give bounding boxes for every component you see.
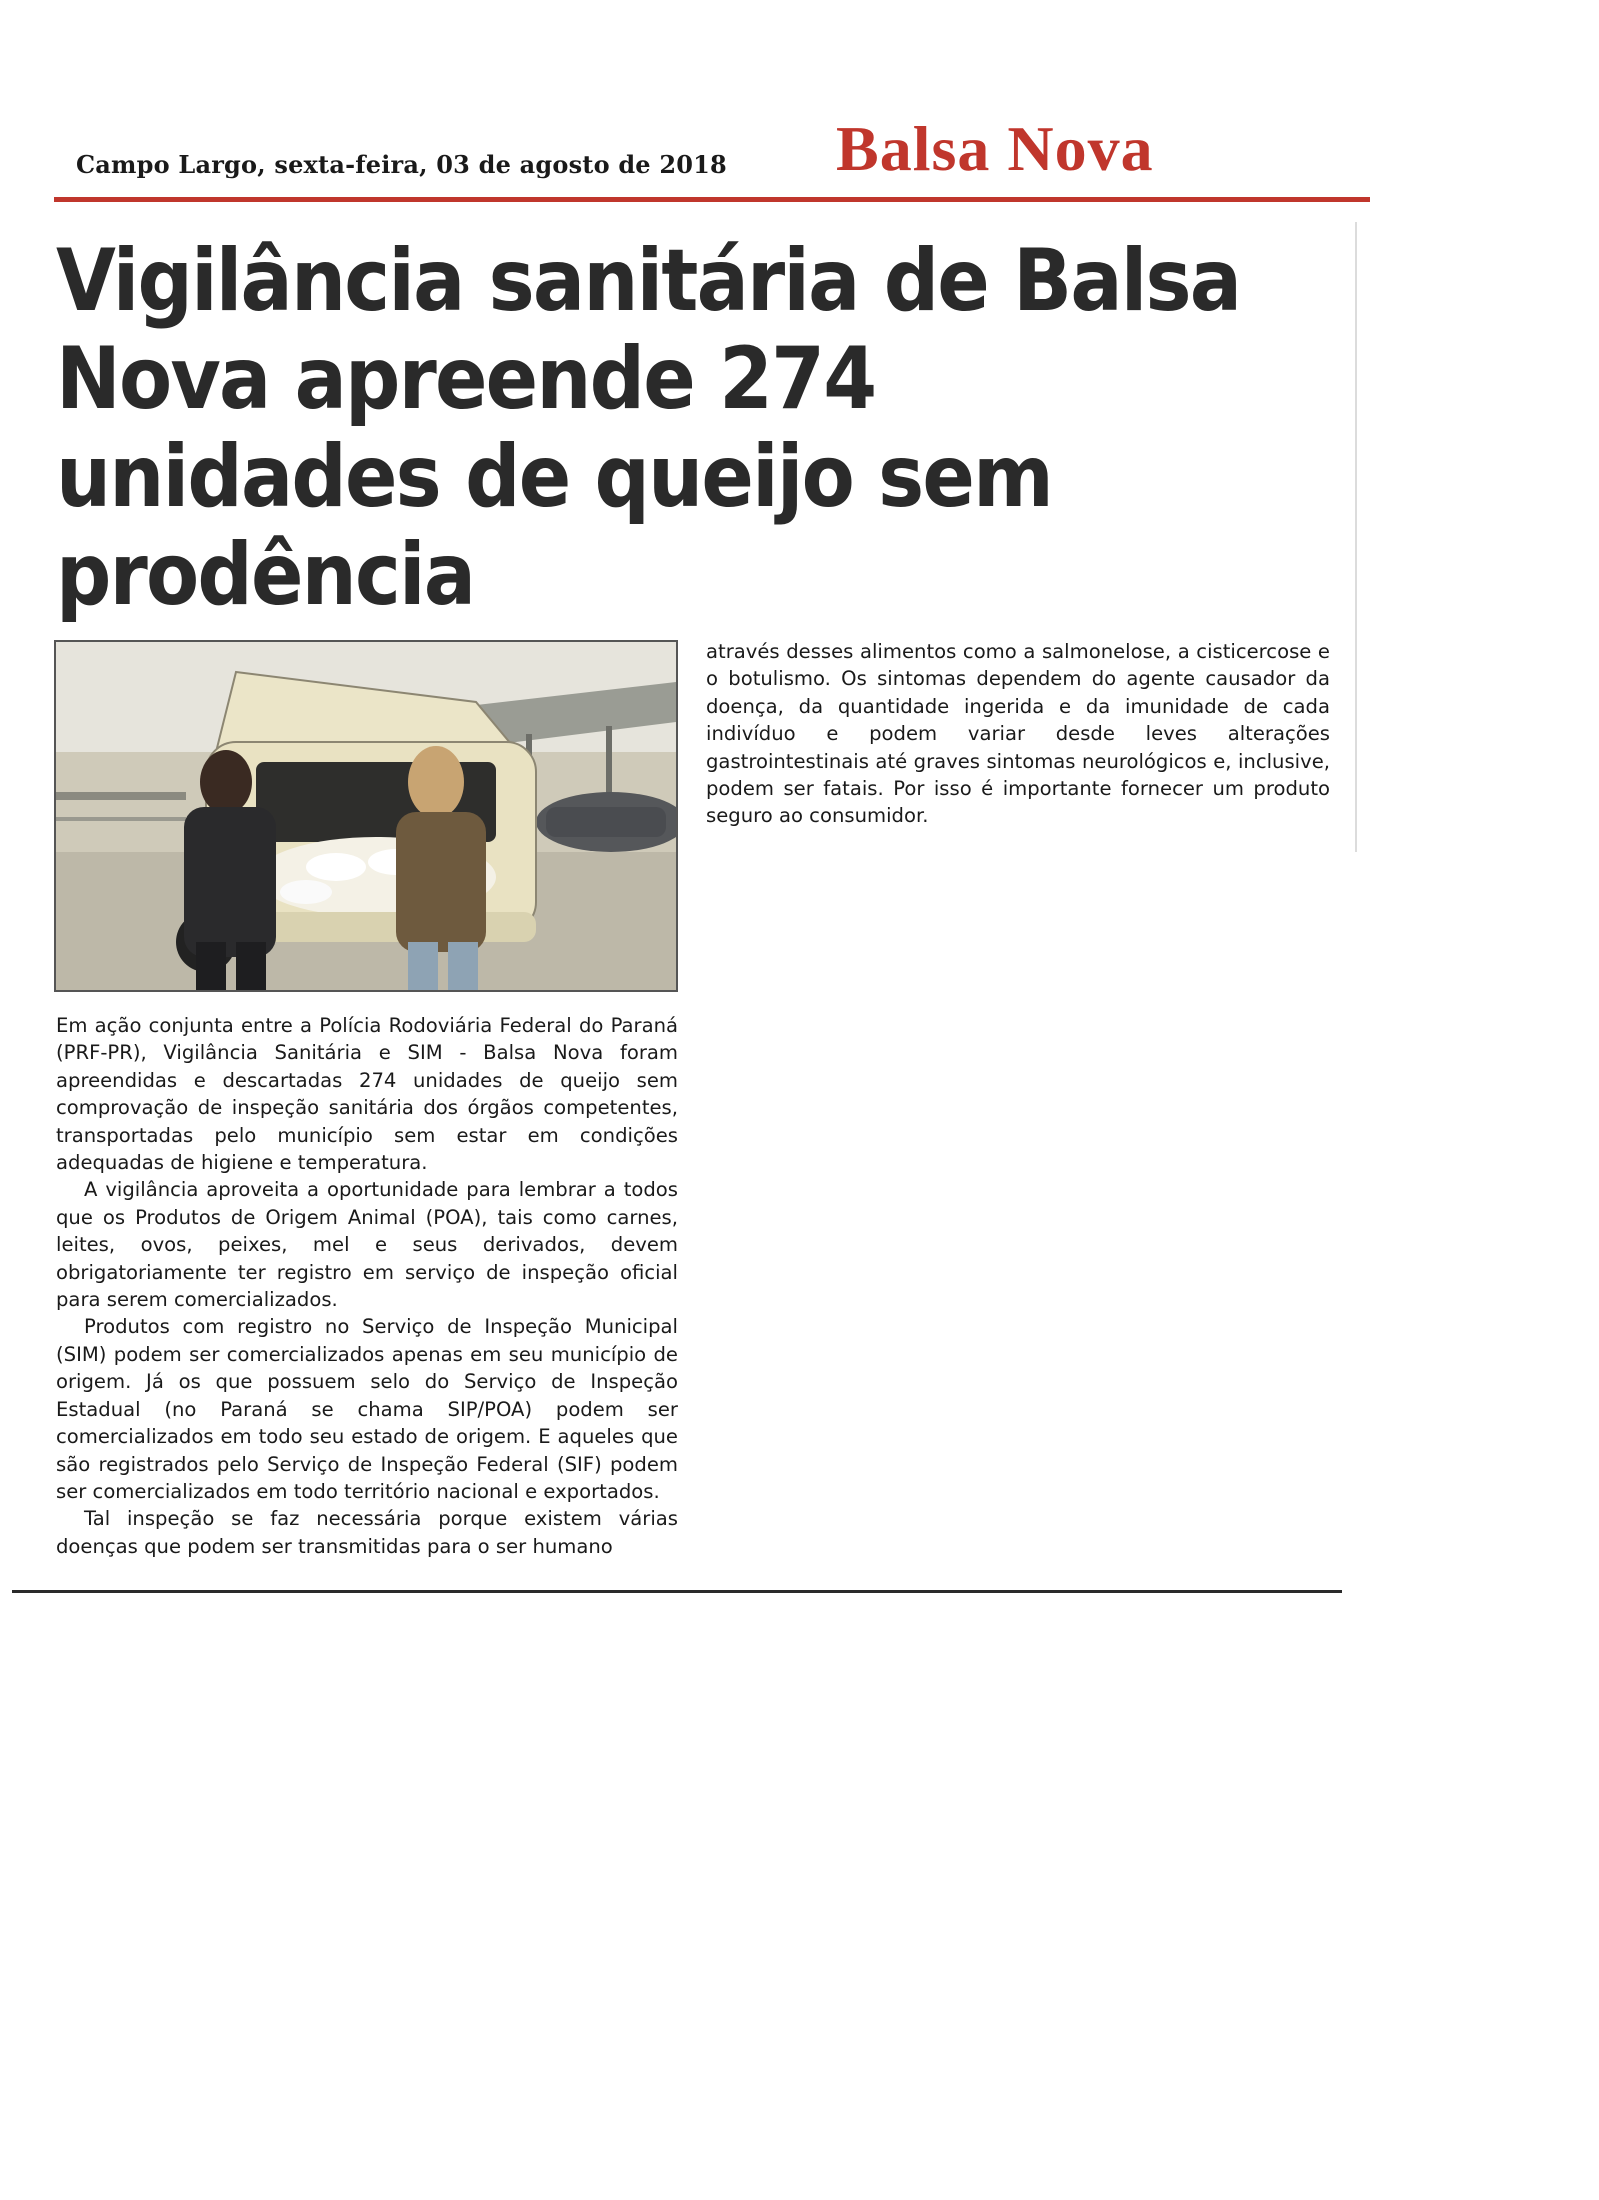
- dateline: Campo Largo, sexta-feira, 03 de agosto de 2018: [76, 150, 727, 179]
- article-paragraph: Em ação conjunta entre a Polícia Rodoviária Federal do Paraná (PRF-PR), Vigilância Sanitária e SIM - Balsa Nova foram apreendidas e descartadas 274 unidades de queijo sem comprovação de inspeção sanitária dos órgãos competentes, transportadas pelo município sem estar em condições adequadas de higiene e temperatura.: [56, 1014, 678, 1175]
- scan-artifact-line: [1355, 222, 1357, 852]
- article-bottom-rule: [12, 1590, 1342, 1593]
- article-body-right-column: [706, 638, 1330, 830]
- article-body-left-column: [56, 1012, 678, 1560]
- photo-illustration: [56, 642, 676, 990]
- article-paragraph: A vigilância aproveita a oportunidade para lembrar a todos que os Produtos de Origem Animal (POA), tais como carnes, leites, ovos, peixes, mel e seus derivados, devem obrigatoriamente ter registro em serviço de inspeção oficial para serem comercializados.: [56, 1178, 678, 1312]
- article-photo: [54, 640, 678, 992]
- header-divider: [54, 197, 1370, 202]
- article-paragraph: Produtos com registro no Serviço de Inspeção Municipal (SIM) podem ser comercializados apenas em seu município de origem. Já os que possuem selo do Serviço de Inspeção Estadual (no Paraná se chama SIP/POA) podem ser comercializados em todo seu estado de origem. E aqueles que são registrados pelo Serviço de Inspeção Federal (SIF) podem ser comercializados em todo território nacional e exportados.: [56, 1315, 678, 1503]
- article-continuation: através desses alimentos como a salmonelose, a cisticercose e o botulismo. Os sintomas dependem do agente causador da doença, da quantidade ingerida e da imunidade de cada indivíduo e podem variar desde leves alterações gastrointestinais até graves sintomas neurológicos e, inclusive, podem ser fatais. Por isso é importante fornecer um produto seguro ao consumidor.: [706, 640, 1330, 828]
- article-headline: Vigilância sanitária de Balsa Nova apreende 274 unidades de queijo sem prodência: [56, 231, 1241, 625]
- article-paragraph: Tal inspeção se faz necessária porque existem várias doenças que podem ser transmitidas para o ser humano: [56, 1507, 678, 1558]
- section-title: Balsa Nova: [836, 113, 1154, 184]
